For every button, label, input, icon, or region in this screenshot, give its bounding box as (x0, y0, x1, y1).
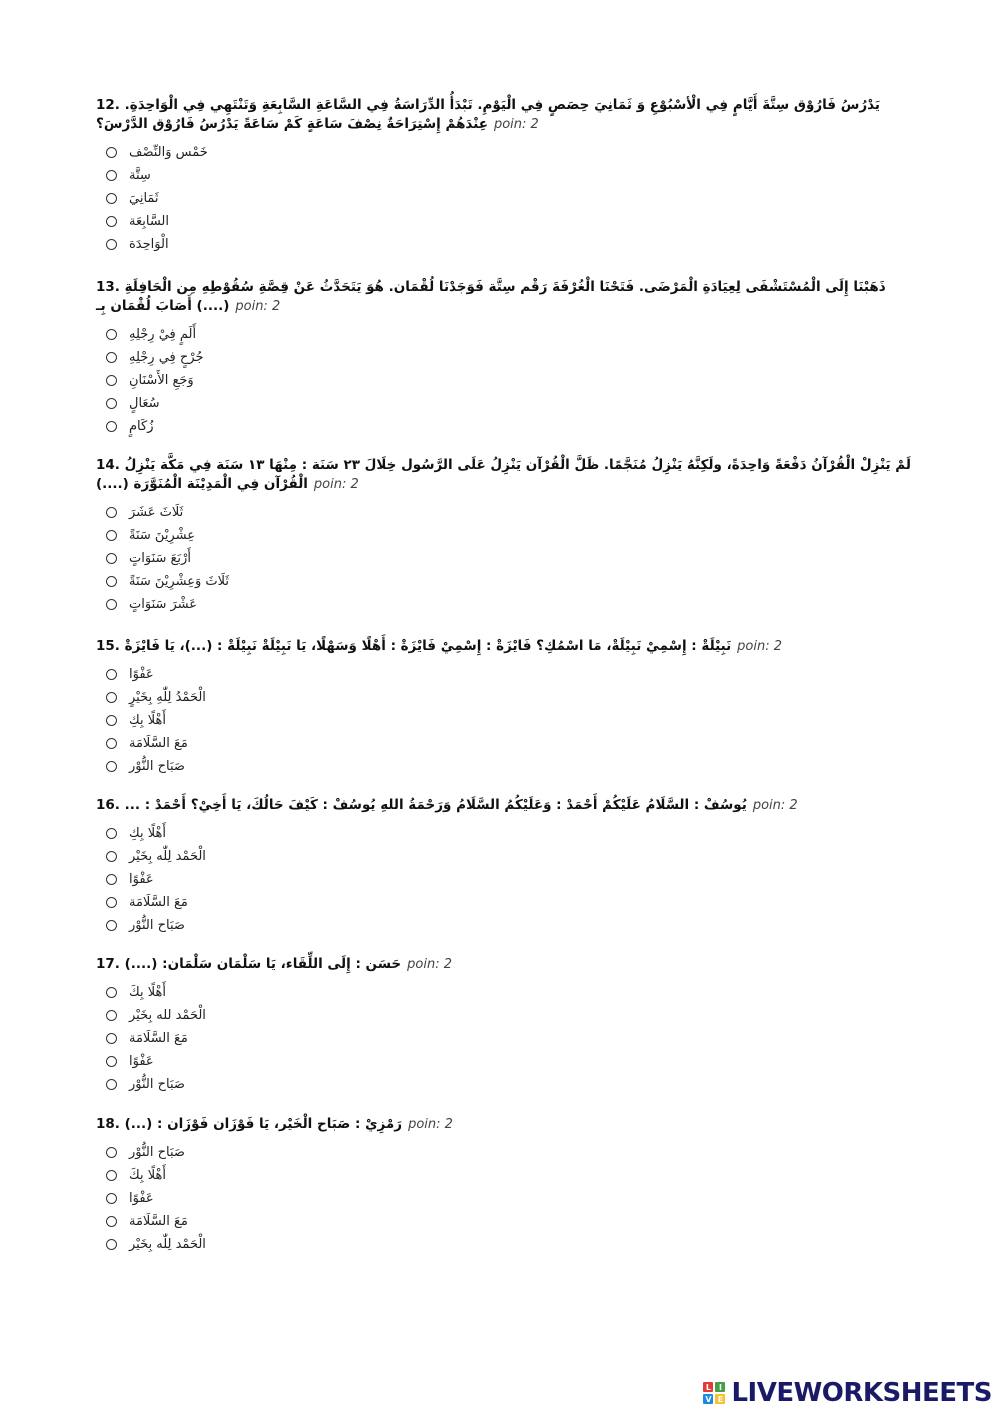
question-points: poin: 2 (737, 639, 783, 654)
answer-option[interactable] (106, 233, 916, 256)
radio-button-icon[interactable] (106, 738, 117, 749)
radio-button-icon[interactable] (106, 1010, 117, 1021)
radio-button-icon[interactable] (106, 828, 117, 839)
question-body: رَمْزِيْ : صَبَاح الْخَيْر، يَا فَوْزَان فَوْزَان : (...) (124, 1116, 403, 1132)
radio-button-icon[interactable] (106, 897, 117, 908)
answer-option-label[interactable]: زُكَامٍ (129, 419, 154, 434)
answer-option-label[interactable]: أَهْلًا بِكَ (129, 1168, 166, 1183)
question-points: poin: 2 (313, 477, 359, 492)
answer-options (106, 981, 916, 1096)
radio-button-icon[interactable] (106, 761, 117, 772)
answer-option[interactable] (106, 914, 916, 937)
answer-option[interactable] (106, 1164, 916, 1187)
question-15 (96, 637, 916, 778)
radio-button-icon[interactable] (106, 1170, 117, 1181)
answer-option[interactable] (106, 732, 916, 755)
question-points: poin: 2 (407, 957, 453, 972)
logo-mark-letter: L (703, 1382, 713, 1392)
logo-text: LIVEWORKSHEETS (731, 1378, 992, 1408)
answer-option-label[interactable]: مَعَ السَّلَامَة (129, 736, 188, 751)
question-number: 12. (96, 97, 120, 113)
question-number: 18. (96, 1116, 120, 1132)
answer-option-label[interactable]: السَّابِعَة (129, 214, 169, 229)
answer-option[interactable] (106, 1210, 916, 1233)
radio-button-icon[interactable] (106, 987, 117, 998)
question-14 (96, 456, 916, 616)
answer-option[interactable] (106, 164, 916, 187)
answer-option[interactable] (106, 369, 916, 392)
answer-option-label[interactable]: صَبَاح النُّوْر (129, 1145, 185, 1160)
radio-button-icon[interactable] (106, 920, 117, 931)
question-text (96, 796, 916, 815)
radio-button-icon[interactable] (106, 170, 117, 181)
question-text (96, 637, 916, 656)
radio-button-icon[interactable] (106, 553, 117, 564)
answer-option-label[interactable]: الْوَاحِدَة (129, 237, 169, 252)
answer-option-label[interactable]: صَبَاح النُّوْر (129, 759, 185, 774)
answer-option[interactable] (106, 1027, 916, 1050)
answer-option-label[interactable]: الْحَمْدُ لِلّٰهِ بِخَيْرٍ (129, 690, 206, 705)
answer-option[interactable] (106, 570, 916, 593)
answer-option[interactable] (106, 868, 916, 891)
answer-option-label[interactable]: أَهْلًا بِكِ (129, 826, 166, 841)
answer-option-label[interactable]: خَمْس وَالنِّصْف (129, 145, 208, 160)
radio-button-icon[interactable] (106, 1193, 117, 1204)
answer-option-label[interactable]: أَلَمٍ فِيْ رِجْلِهِ (129, 327, 197, 342)
radio-button-icon[interactable] (106, 216, 117, 227)
answer-option[interactable] (106, 1050, 916, 1073)
question-number: 17. (96, 956, 120, 972)
radio-button-icon[interactable] (106, 421, 117, 432)
answer-option[interactable] (106, 141, 916, 164)
logo-mark-letter: E (715, 1394, 725, 1404)
answer-option-label[interactable]: الْحَمْد لِلّٰه بِخَيْر (129, 1237, 206, 1252)
radio-button-icon[interactable] (106, 1056, 117, 1067)
answer-option-label[interactable]: أَهْلًا بِكَ (129, 985, 166, 1000)
question-points: poin: 2 (408, 1117, 453, 1132)
liveworksheets-logo (703, 1377, 992, 1409)
radio-button-icon[interactable] (106, 147, 117, 158)
answer-option-label[interactable]: الْحَمْد لِلّٰه بِخَيْر (129, 849, 206, 864)
answer-option-label[interactable]: صَبَاح النُّوْر (129, 1077, 185, 1092)
answer-options (106, 822, 916, 937)
question-points: poin: 2 (493, 117, 539, 132)
radio-button-icon[interactable] (106, 1079, 117, 1090)
question-body: ذَهَبْنَا إِلَى الْمُسْتَشْفَى لِعِيَادَةِ الْمَرْضَى. فَتَحْنَا الْغُرْفَةَ رَقْم سِتَّة فَوَجَدْنَا لُقْمَان. هُوَ يَتَحَدَّثُ عَنْ قِصَّةِ سُقُوْطِهِ مِن الْحَافِلَةِ (....) أَصَابَ لُقْمَان بِـ (96, 279, 886, 314)
answer-option-label[interactable]: سُعَالٍ (129, 396, 160, 411)
answer-option[interactable] (106, 547, 916, 570)
logo-mark-letter: V (705, 1394, 712, 1404)
question-body: لَمْ يَنْزِلْ الْقُرْآنُ دَفْعَةً وَاحِدَةً، ولَكِنَّهُ يَنْزِلُ مُنَجَّمًا. ظَلَّ الْقُرْآن يَنْزِلُ عَلَى الرَّسُول خِلَالَ ٢٣ سَنَة : مِنْهَا ١٣ سَنَة فِي مَكَّة يَنْزِلُ الْقُرْآن فِي الْمَدِيْنَة الْمُنَوَّرَة (....) (96, 457, 911, 492)
radio-button-icon[interactable] (106, 375, 117, 386)
radio-button-icon[interactable] (106, 1033, 117, 1044)
answer-option-label[interactable]: أَرْبَعَ سَنَوَاتٍ (129, 551, 191, 566)
answer-option[interactable] (106, 1073, 916, 1096)
answer-option[interactable] (106, 663, 916, 686)
radio-button-icon[interactable] (106, 507, 117, 518)
answer-option[interactable] (106, 415, 916, 438)
answer-option-label[interactable]: ثَمَانِيَ (129, 191, 159, 206)
answer-option-label[interactable]: عَشْرَ سَنَوَاتٍ (129, 597, 198, 612)
answer-option[interactable] (106, 501, 916, 524)
question-text (96, 96, 916, 134)
answer-option[interactable] (106, 392, 916, 415)
question-body: يَدْرُسُ فَارُوْق سِتَّةَ أَيَّامٍ فِي الْأسْبُوْعِ وَ ثَمَانِيَ حِصَصٍ فِي الْيَوْمِ. تَبْدَأُ الدِّرَاسَةُ فِي السَّاعَةِ السَّابِعَةِ وَتَنْتَهِي فِي الْوَاحِدَةِ. عِنْدَهُمْ إِسْتِرَاحَةٌ نِصْفَ سَاعَةٍ كَمْ سَاعَةً يَدْرُسُ فَارُوْق الدَّرْسَ؟ (96, 97, 880, 132)
answer-option[interactable] (106, 981, 916, 1004)
answer-option-label[interactable]: ثَلَاثَ عَشَرَ (129, 505, 184, 520)
question-points: poin: 2 (752, 798, 798, 813)
radio-button-icon[interactable] (106, 715, 117, 726)
question-16 (96, 796, 916, 937)
question-body: حَسَن : إِلَى اللِّقَاء، يَا سَلْمَان سَلْمَان: (....) (124, 956, 402, 972)
answer-option-label[interactable]: مَعَ السَّلَامَة (129, 1214, 188, 1229)
radio-button-icon[interactable] (106, 329, 117, 340)
radio-button-icon[interactable] (106, 239, 117, 250)
radio-button-icon[interactable] (106, 576, 117, 587)
radio-button-icon[interactable] (106, 398, 117, 409)
logo-mark-letter: I (715, 1382, 725, 1392)
question-number: 14. (96, 457, 120, 473)
answer-option-label[interactable]: جُرْحٍ فِي رِجْلِهِ (129, 350, 204, 365)
radio-button-icon[interactable] (106, 599, 117, 610)
answer-option[interactable] (106, 346, 916, 369)
answer-option[interactable] (106, 686, 916, 709)
answer-option[interactable] (106, 187, 916, 210)
answer-option-label[interactable]: الْحَمْد لله بِخَيْر (129, 1008, 206, 1023)
answer-option[interactable] (106, 1141, 916, 1164)
answer-option[interactable] (106, 1187, 916, 1210)
question-12 (96, 96, 916, 256)
answer-option-label[interactable]: وَجَعِ الأَسْنَانِ (129, 373, 194, 388)
radio-button-icon[interactable] (106, 193, 117, 204)
answer-options (106, 501, 916, 616)
radio-button-icon[interactable] (106, 352, 117, 363)
answer-option[interactable] (106, 593, 916, 616)
question-points: poin: 2 (235, 299, 281, 314)
question-13 (96, 278, 916, 438)
answer-option-label[interactable]: مَعَ السَّلَامَة (129, 1031, 188, 1046)
question-18 (96, 1115, 916, 1256)
answer-option-label[interactable]: عَفْوًا (129, 872, 154, 887)
answer-option-label[interactable]: عَفْوًا (129, 667, 154, 682)
answer-option-label[interactable]: عَفْوًا (129, 1191, 154, 1206)
answer-option-label[interactable]: عِشْرِيْنَ سَنَةً (129, 528, 195, 543)
radio-button-icon[interactable] (106, 1239, 117, 1250)
answer-option[interactable] (106, 845, 916, 868)
radio-button-icon[interactable] (106, 874, 117, 885)
radio-button-icon[interactable] (106, 692, 117, 703)
answer-option[interactable] (106, 822, 916, 845)
question-number: 13. (96, 279, 120, 295)
answer-option[interactable] (106, 524, 916, 547)
answer-option-label[interactable]: مَعَ السَّلَامَة (129, 895, 188, 910)
question-body: نَبِيْلَةْ : إِسْمِيْ نَبِيْلَةْ، مَا اسْمُكِ؟ فَايْزَةْ : إِسْمِيْ فَايْزَةْ : أَهْلًا وَسَهْلًا، يَا نَبِيْلَةْ نَبِيْلَةْ : (...)، يَا فَايْزَةْ (124, 638, 732, 654)
logo-mark-icon (703, 1382, 725, 1404)
answer-options (106, 1141, 916, 1256)
answer-option[interactable] (106, 210, 916, 233)
answer-options (106, 663, 916, 778)
question-body: يُوسُفْ : السَّلَامُ عَلَيْكُمْ أَحْمَدْ : وَعَلَيْكُمُ السَّلَامُ وَرَحْمَةُ اللهِ يُوسُفْ : كَيْفَ حَالُكَ، يَا أَخِيْ؟ أَحْمَدْ : ... (124, 797, 747, 813)
answer-option[interactable] (106, 891, 916, 914)
radio-button-icon[interactable] (106, 530, 117, 541)
answer-options (106, 323, 916, 438)
answer-option[interactable] (106, 709, 916, 732)
answer-options (106, 141, 916, 256)
question-number: 15. (96, 638, 120, 654)
answer-option[interactable] (106, 755, 916, 778)
answer-option[interactable] (106, 1004, 916, 1027)
radio-button-icon[interactable] (106, 669, 117, 680)
answer-option[interactable] (106, 323, 916, 346)
question-text (96, 456, 916, 494)
answer-option-label[interactable]: صَبَاح النُّوْر (129, 918, 185, 933)
question-text (96, 1115, 916, 1134)
question-text (96, 278, 916, 316)
question-17 (96, 955, 916, 1096)
question-number: 16. (96, 797, 120, 813)
radio-button-icon[interactable] (106, 851, 117, 862)
answer-option-label[interactable]: أَهْلًا بِكِ (129, 713, 166, 728)
answer-option-label[interactable]: سِتَّة (129, 168, 151, 183)
radio-button-icon[interactable] (106, 1216, 117, 1227)
radio-button-icon[interactable] (106, 1147, 117, 1158)
answer-option[interactable] (106, 1233, 916, 1256)
answer-option-label[interactable]: ثَلَاثَ وَعِشْرِيْنَ سَنَةً (129, 574, 229, 589)
question-text (96, 955, 916, 974)
answer-option-label[interactable]: عَفْوًا (129, 1054, 154, 1069)
